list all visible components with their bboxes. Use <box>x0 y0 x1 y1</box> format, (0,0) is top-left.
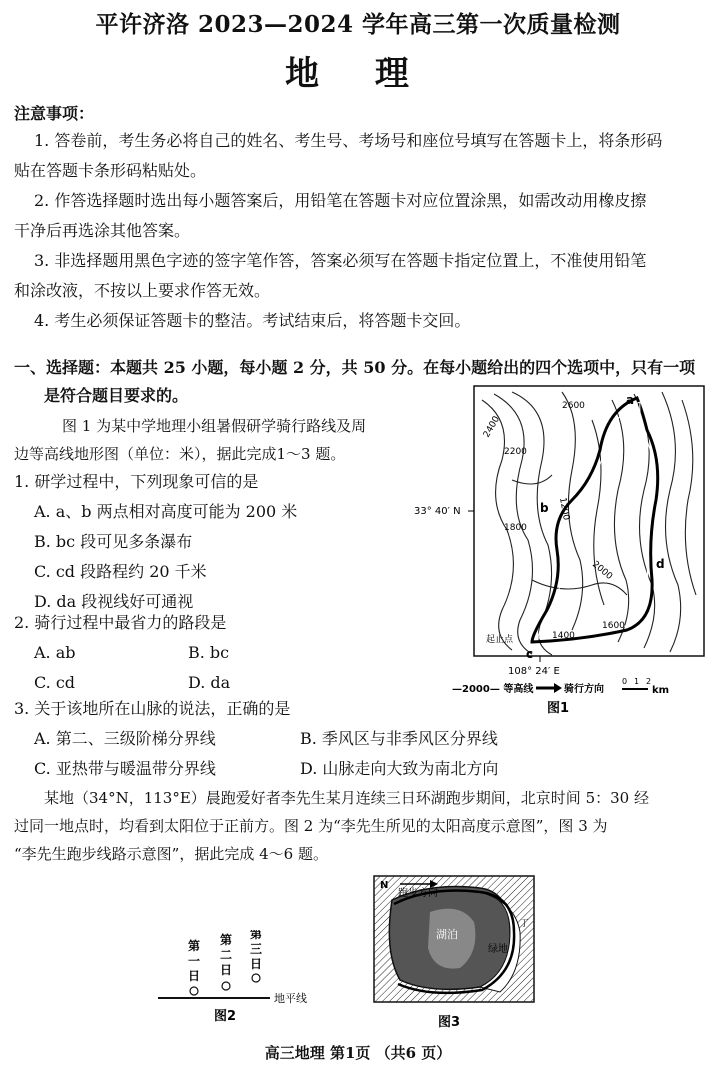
intro-2-line-1: 某地（34°N，113°E）晨跑爱好者李先生某月连续三日环湖跑步期间，北京时间 5：30 经 <box>44 789 649 807</box>
notice-item-3-line-1: 3. 非选择题用黑色字迹的签字笔作答，答案必须写在答题卡指定位置上，不准使用铅笔 <box>34 251 647 270</box>
north-label: N <box>380 880 389 891</box>
sun-day-2 <box>222 982 230 990</box>
legend-contour: —2000— 等高线 <box>452 684 534 695</box>
sun-day-1 <box>190 987 198 995</box>
question-3-option-c: C. 亚热带与暖温带分界线 <box>34 759 216 778</box>
question-3-option-d: D. 山脉走向大致为南北方向 <box>300 759 499 778</box>
contour-label-2000: 2000 <box>590 559 615 583</box>
running-route-map <box>370 872 540 1032</box>
point-d: d <box>656 557 665 571</box>
day-2-label-char-1: 第 <box>220 933 233 947</box>
exam-title: 平许济洛 2023—2024 学年高三第一次质量检测 <box>95 11 621 38</box>
question-1-option-b: B. bc 段可见多条瀑布 <box>34 532 193 551</box>
contour-label-1600: 1600 <box>602 621 625 631</box>
notice-item-1-line-2: 贴在答题卡条形码粘贴处。 <box>14 161 207 180</box>
point-b: b <box>540 501 549 515</box>
intro-2 <box>14 784 714 868</box>
contour-label-2400: 2400 <box>481 414 503 440</box>
intro-1-line-2: 边等高线地形图（单位：米），据此完成1～3 题。 <box>14 445 346 463</box>
figure-3-caption: 图3 <box>438 1015 461 1030</box>
lake-label: 湖泊 <box>436 928 458 941</box>
question-1-stem: 1. 研学过程中，下列现象可信的是 <box>14 472 259 491</box>
contour-label-2200: 2200 <box>504 447 527 457</box>
question-3-stem: 3. 关于该地所在山脉的说法，正确的是 <box>14 699 291 718</box>
notice-item-2-line-1: 2. 作答选择题时选出每小题答案后，用铅笔在答题卡对应位置涂黑，如需改动用橡皮擦 <box>34 191 647 210</box>
direction-label: 跑步方向 <box>398 888 438 899</box>
notice-item-3-line-2: 和涂改液，不按以上要求作答无效。 <box>14 281 271 300</box>
notice-heading: 注意事项： <box>14 104 95 123</box>
point-a: a <box>626 393 635 407</box>
day-3-label-char-3: 日 <box>250 957 263 971</box>
green-label: 绿地 <box>488 944 508 955</box>
notice-item-2-line-2: 干净后再选涂其他答案。 <box>14 221 191 240</box>
contour-map <box>412 380 712 720</box>
map-frame <box>474 386 704 656</box>
point-c: c <box>526 647 534 661</box>
contour-label-1200: 1200 <box>557 496 571 522</box>
sun-day-3 <box>252 974 260 982</box>
intro-1 <box>14 412 464 468</box>
notice-block <box>14 126 704 336</box>
contour-label-1400: 1400 <box>552 631 575 641</box>
start-point-label: 起止点 <box>486 635 514 645</box>
notice-item-1-line-1: 1. 答卷前，考生务必将自己的姓名、考生号、考场号和座位号填写在答题卡上，将条形码 <box>34 131 663 150</box>
section-heading-line-2: 是符合题目要求的。 <box>44 386 189 405</box>
question-2-option-d: D. da <box>188 673 231 692</box>
question-2-option-b: B. bc <box>188 643 230 662</box>
notice-item-4: 4. 考生必须保证答题卡的整洁。考试结束后，将答题卡交回。 <box>34 311 471 330</box>
question-1 <box>14 467 434 617</box>
subject-title: 地 理 <box>285 54 431 94</box>
scale-2: 2 <box>646 677 652 686</box>
day-1-label-char-3: 日 <box>188 969 201 983</box>
point-label: 丁 <box>520 919 530 929</box>
scale-1: 1 <box>634 677 640 686</box>
figure-2-caption: 图2 <box>214 1009 237 1024</box>
contour-label-2600: 2600 <box>562 401 585 411</box>
scale-unit: km <box>652 685 670 696</box>
intro-2-line-2: 过同一地点时，均看到太阳位于正前方。图 2 为“李先生所见的太阳高度示意图”，图 3 为 <box>14 817 608 835</box>
sun-altitude-diagram <box>150 930 350 1030</box>
figure-1 <box>412 380 712 720</box>
question-2 <box>14 608 434 698</box>
question-1-option-d: D. da 段视线好可通视 <box>34 592 194 611</box>
figure-1-caption: 图1 <box>547 701 570 716</box>
figure-2 <box>150 930 350 1030</box>
legend-route-arrowhead <box>554 683 562 693</box>
latitude-label: 33° 40′ N <box>414 506 461 517</box>
contour-label-1800: 1800 <box>504 523 527 533</box>
section-heading-line-1: 一、选择题：本题共 25 小题，每小题 2 分，共 50 分。在每小题给出的四个选项中，只有一项 <box>14 358 696 377</box>
question-2-option-a: A. ab <box>34 643 76 662</box>
horizon-label: 地平线 <box>274 992 307 1005</box>
question-2-option-c: C. cd <box>34 673 76 692</box>
day-2-label-char-2: 二 <box>220 948 233 962</box>
longitude-label: 108° 24′ E <box>508 666 560 677</box>
question-3-option-a: A. 第二、三级阶梯分界线 <box>34 729 216 748</box>
question-3-option-b: B. 季风区与非季风区分界线 <box>300 729 498 748</box>
intro-1-line-1: 图 1 为某中学地理小组暑假研学骑行路线及周 <box>62 417 367 435</box>
legend-route: 骑行方向 <box>564 684 604 695</box>
scale-0: 0 <box>622 677 628 686</box>
intro-2-line-3: “李先生跑步线路示意图”，据此完成 4～6 题。 <box>14 845 328 863</box>
page-footer: 高三地理 第1页 （共6 页） <box>264 1044 452 1062</box>
day-3-label-char-1: 第 <box>250 930 263 941</box>
day-3-label-char-2: 三 <box>250 942 263 956</box>
question-1-option-a: A. a、b 两点相对高度可能为 200 米 <box>34 502 298 521</box>
day-1-label-char-2: 一 <box>188 954 201 968</box>
question-1-option-c: C. cd 段路程约 20 千米 <box>34 562 207 581</box>
day-2-label-char-3: 日 <box>220 963 233 977</box>
day-1-label-char-1: 第 <box>188 939 201 953</box>
figure-3 <box>370 872 540 1032</box>
question-2-stem: 2. 骑行过程中最省力的路段是 <box>14 613 227 632</box>
